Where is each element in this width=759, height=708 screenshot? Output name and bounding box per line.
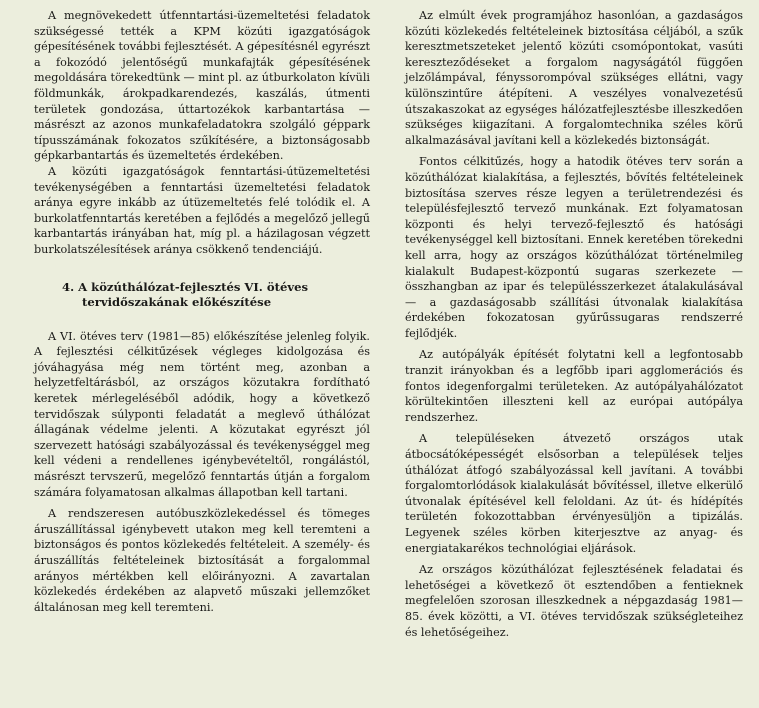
paragraph: Az elmúlt évek programjához hasonlóan, a gazdaságos közúti közlekedés feltételeinek biztosítása céljából, a szűk keresztmetszeteket jelentő közúti csomópontokat, vasúti kereszteződéseket a forgalom nagyságától függően jelzőlámpával, fényssorompóval szükséges ellátni, vagy különszintűre átépíteni. A veszélyes vonalvezetésű útszakaszokat az egységes hálózatfejlesztésbe illeszkedően szükséges kiigazítani. A forgalomtechnika széles körű alkalmazásával javítani kell a közlekedés biztonságát. — [405, 9, 743, 147]
paragraph: A megnövekedett útfenntartási-üzemeltetési feladatok szükségessé tették a KPM közúti igazgatóságok gépesítésének további fejlesztését. A gépesítésnél egyrészt a fokozódó jelentőségű munkafajták gépesítésének megoldására törekedtünk — mint pl. az útburkolaton kívüli földmunkák, árokpadkarendezés, kaszálás, útmenti területek gondozása, úttartozékok karbantartása — másrészt az azonos munkafeladatokra szolgáló géppark típusszámának fokozatos szűkítésére, a biztonságosabb gépkarbantartás és üzemeltetés érdekében. — [34, 9, 370, 163]
section-heading — [34, 280, 370, 311]
paragraph: Fontos célkitűzés, hogy a hatodik ötéves terv során a közúthálózat kialakítása, a fejlesztés, bővítés feltételeinek biztosítása szerves része legyen a területrendezési és településfejlesztő tervező munkának. Ezt folyamatosan központi és helyi tervező-fejlesztő és hatósági tevékenységgel kell biztosítani. Ennek keretében törekedni kell arra, hogy az országos közúthálózat történelmileg kialakult Budapest-központú sugaras szerkezete — összhangban az ipar és településszerkezet átalakulásával — a gazdaságosabb szállítási útvonalak kialakítása érdekében fokozatosan gyűrűssugaras rendszerré fejlődjék. — [405, 155, 743, 340]
section-heading-line2: tervidőszakának előkészítése — [82, 295, 272, 310]
paragraph: A VI. ötéves terv (1981—85) előkészítése jelenleg folyik. A fejlesztési célkitűzések végleges kidolgozása és jóváhagyása még nem történt meg, azonban a helyzetfeltárásból, az országos közutakra fordítható keretek mérlegeléséből adódik, hogy a következő tervidőszak súlyponti feladatát a meglevő úthálózat állagának védelme jelenti. A közutakat egyrészt jól szervezett hatósági szabályozással és tevékenységgel meg kell védeni a rendellenes igénybevételtől, rongálástól, másrészt tervszerű, megelőző fenntartás útján a forgalom számára folyamatosan alkalmas állapotban kell tartani. — [34, 329, 370, 499]
paragraph: A közúti igazgatóságok fenntartási-útüzemeltetési tevékenységében a fenntartási üzemeltetési feladatok aránya egyre inkább az útüzemeltetés felé tolódik el. A burkolatfenntartás keretében a fejlődés a megelőző jellegű karbantartás irányában hat, míg pl. a házilagosan végzett burkolatszélesítések aránya csökkenő tendenciájú. — [34, 164, 370, 256]
paragraph: A településeken átvezető országos utak átbocsátóképességét elsősorban a települések teljes úthálózat átfogó szabályozással kell javítani. A további forgalomtorlódások kialakulását bővítéssel, illetve elkerülő útvonalak építésével kell feloldani. Az út- és hídépítés területén fokozottabban érvényesüljön a tipizálás. Legyenek széles körben kiterjesztve az anyag- és energiatakarékos technológiai eljárások. — [405, 432, 743, 555]
paragraph: Az országos közúthálózat fejlesztésének feladatai és lehetőségei a következő öt esztendőben a fentieknek megfelelően szorosan illeszkednek a népgazdaság 1981—85. évek közötti, a VI. ötéves tervidőszak szükségleteihez és lehetőségeihez. — [405, 563, 743, 639]
right-column — [405, 8, 743, 640]
left-column — [34, 8, 370, 615]
paragraph: Az autópályák építését folytatni kell a legfontosabb tranzit irányokban és a legfőbb ipari agglomerációs és fontos idegenforgalmi területeken. Az autópályahálózatot körültekintően illeszteni kell az európai autópálya rendszerhez. — [405, 348, 743, 424]
section-heading-line1: 4. A közúthálózat-fejlesztés VI. ötéves — [62, 279, 308, 294]
paragraph: A rendszeresen autóbuszközlekedéssel és tömeges áruszállítással igénybevett utakon meg kell teremteni a biztonságos és pontos közlekedés feltételeit. A személy- és áruszállítás feltételeinek biztosítását a forgalommal arányos mértékben kell előirányozni. A zavartalan közlekedés érdekében az alapvető műszaki jellemzőket általánosan meg kell teremteni. — [34, 507, 370, 614]
